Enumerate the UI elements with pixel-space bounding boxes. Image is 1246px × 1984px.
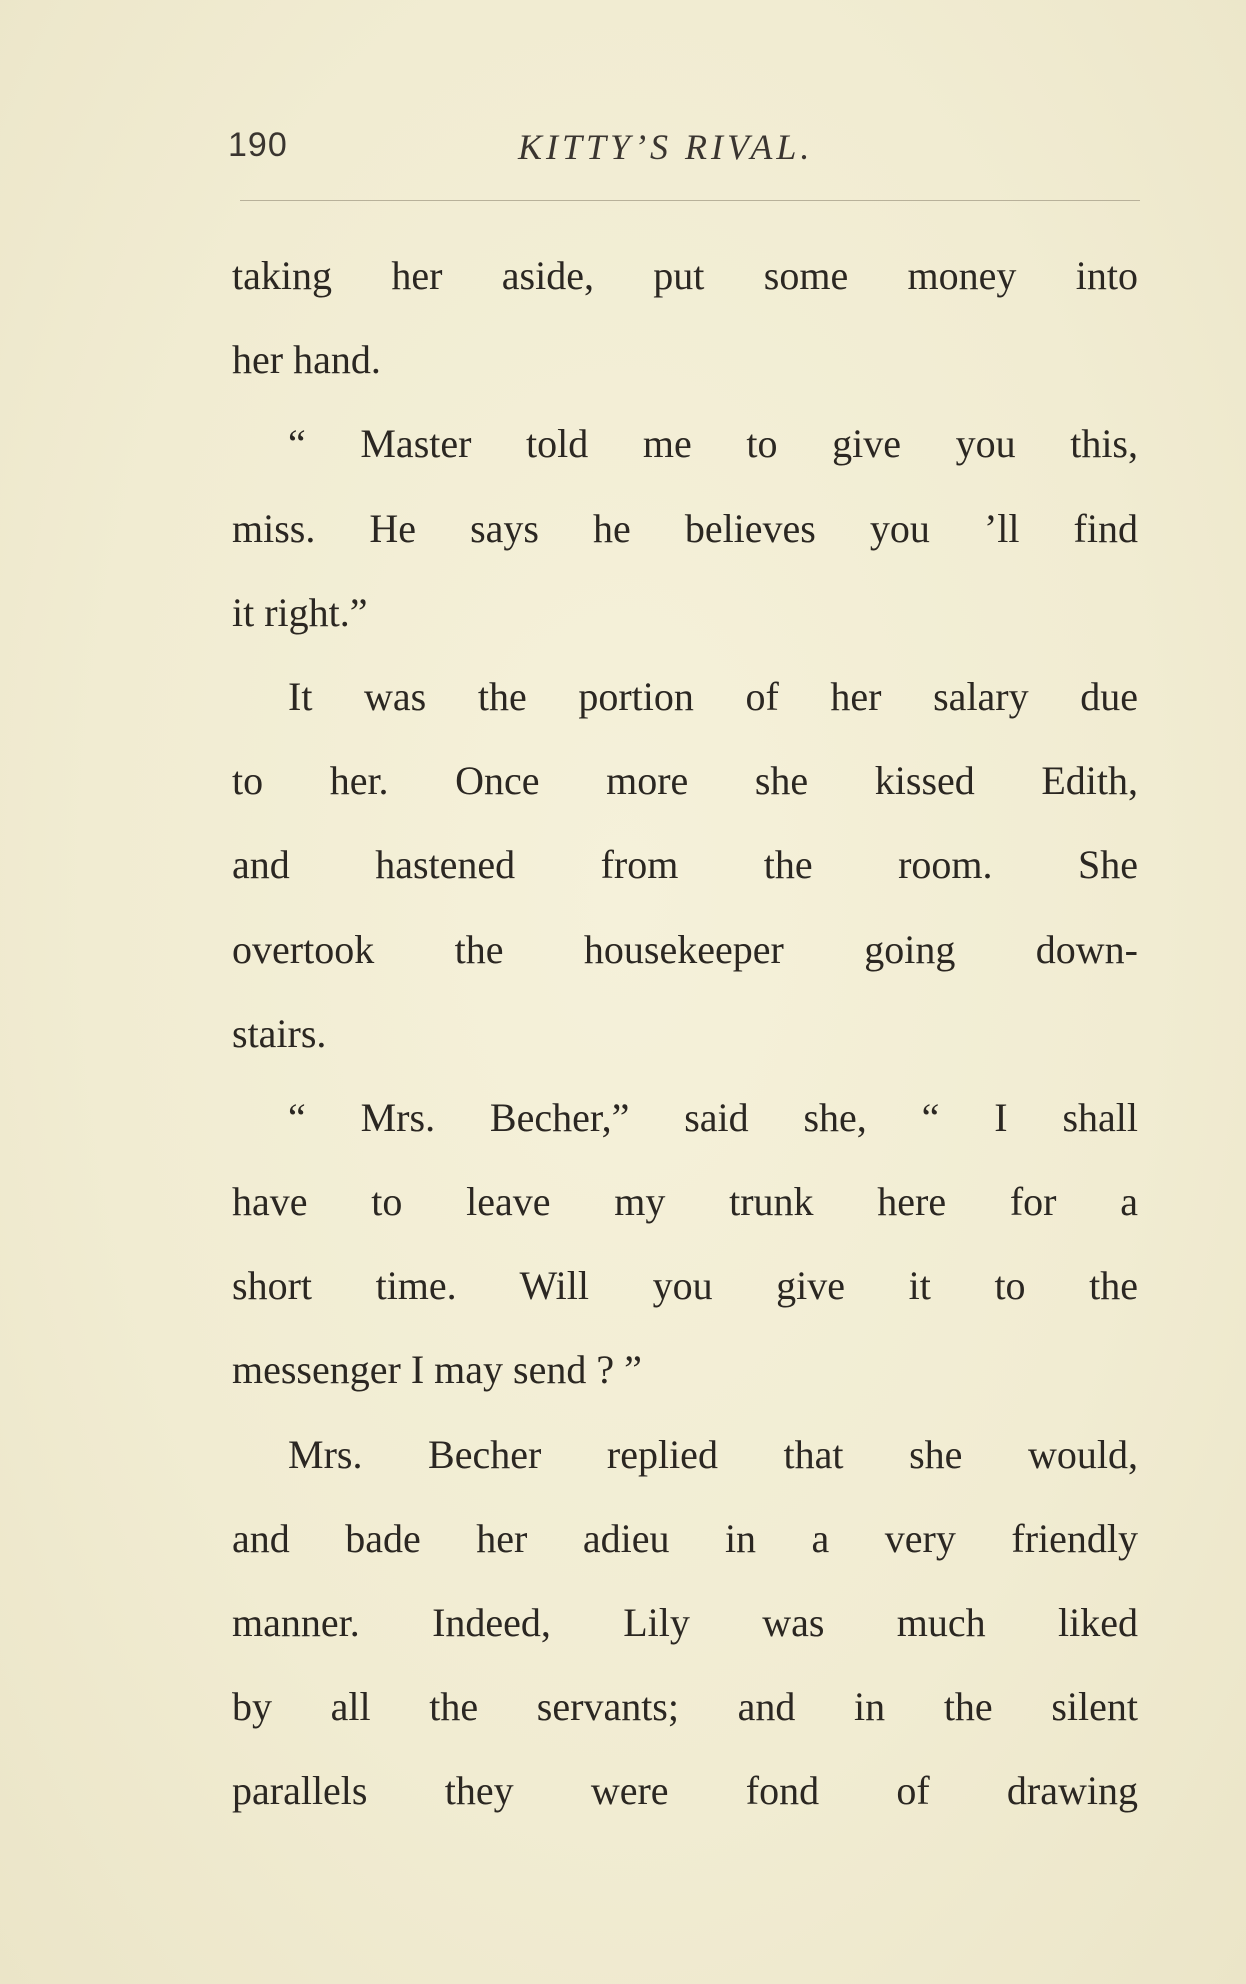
text-line: Mrs. Becher replied that she would, — [288, 1431, 1138, 1477]
text-line: to her. Once more she kissed Edith, — [232, 758, 1138, 804]
text-line: by all the servants; and in the silent — [232, 1684, 1138, 1730]
header-rule — [240, 200, 1140, 201]
text-line: manner. Indeed, Lily was much liked — [232, 1600, 1138, 1645]
text-line: and hastened from the room. She — [232, 842, 1138, 888]
text-line: messenger I may send ? ” — [232, 1347, 642, 1393]
text-line: overtook the housekeeper going down- — [232, 926, 1138, 972]
running-title: KITTY’S RIVAL. — [518, 127, 814, 167]
text-line: it right.” — [232, 589, 368, 635]
text-line: “ Mrs. Becher,” said she, “ I shall — [288, 1094, 1138, 1140]
page-number: 190 — [228, 126, 288, 164]
text-line: her hand. — [232, 337, 381, 383]
text-line: have to leave my trunk here for a — [232, 1179, 1138, 1225]
body-text — [232, 234, 1138, 1834]
page-header — [228, 126, 1148, 176]
text-line: and bade her adieu in a very friendly — [232, 1515, 1138, 1561]
text-line: short time. Will you give it to the — [232, 1263, 1138, 1309]
text-line: It was the portion of her salary due — [288, 673, 1138, 719]
text-line: taking her aside, put some money into — [232, 253, 1138, 298]
text-line: parallels they were fond of drawing — [232, 1768, 1138, 1814]
text-line: stairs. — [232, 1010, 327, 1056]
text-line: “ Master told me to give you this, — [288, 421, 1138, 467]
text-line: miss. He says he believes you ’ll find — [232, 505, 1138, 551]
